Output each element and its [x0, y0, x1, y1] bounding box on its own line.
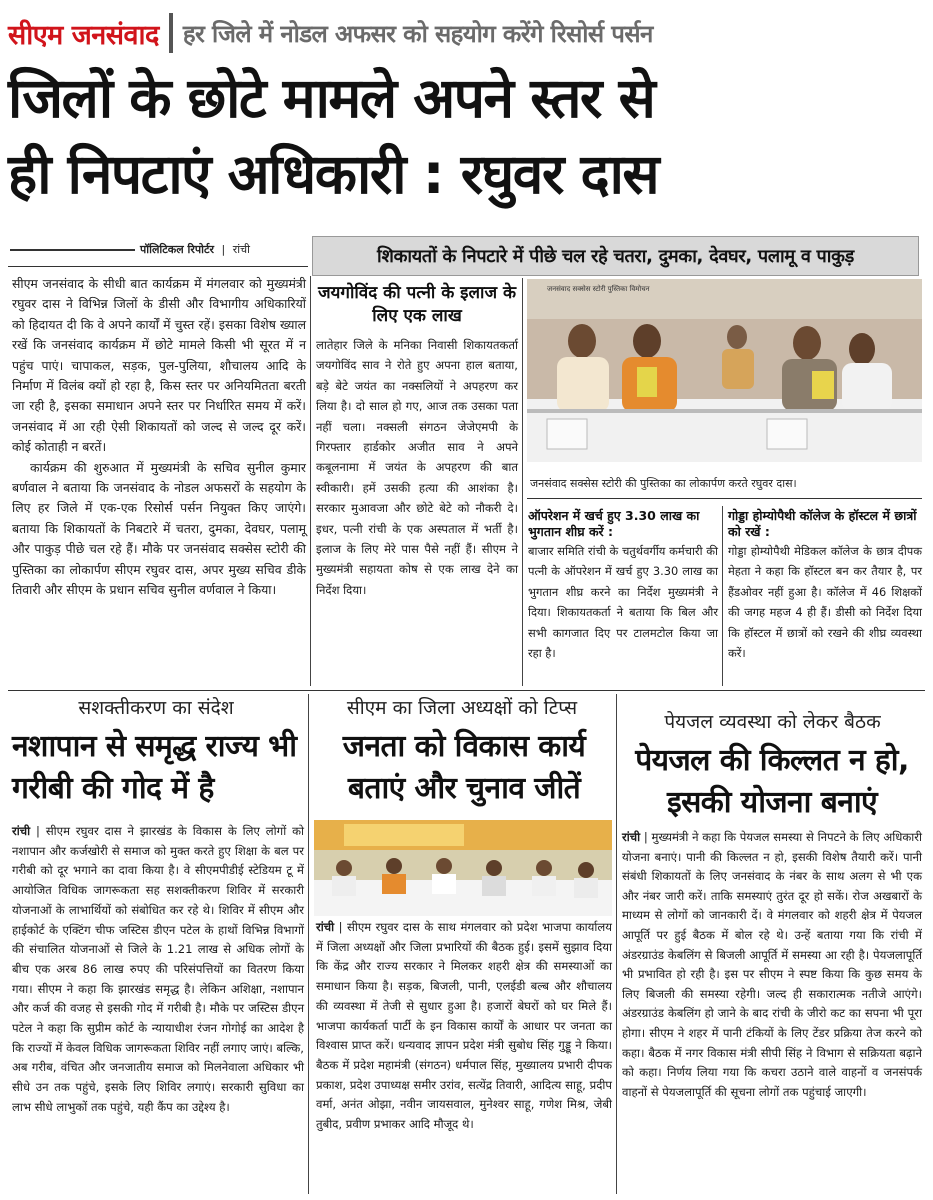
story-water-section: पेयजल व्यवस्था को लेकर बैठक: [664, 711, 881, 733]
kicker-label: सीएम जनसंवाद: [8, 19, 159, 51]
story-tips-body: रांची | सीएम रघुवर दास के साथ मंगलवार को प्रदेश भाजपा कार्यालय में जिला अध्यक्षों और जिला प्रभारियों की बैठक हुई। इसमें सुझाव दिया कि केंद्र और राज्य सरकार ने मिलकर शहरी क्षेत्र की समस्याओं का समाधान किया है। सड़क, बिजली, पानी, एलईडी बल्ब और शौचालय की व्यवस्था में तेजी से सुधार हुआ है। हजारों बेघरों को घर मिले हैं। भाजपा कार्यकर्ता पार्टी के इन विकास कार्यों के आधार पर जनता का विश्वास प्राप्त करें। धन्यवाद ज्ञापन प्रदेश मंत्री सुबोध सिंह गुड्डू ने किया। बैठक में प्रदेश महामंत्री (संगठन) धर्मपाल सिंह, मुख्यालय प्रभारी दीपक प्रकाश, प्रदेश उपाध्यक्ष समीर उरांव, सत्येंद्र तिवारी, आदित्य साहू, प्रदीप वर्मा, अनंत ओझा, नवीन जायसवाल, मुनेश्वर साहू, गणेश मिश्र, जेबी तुबीद, प्रवीण प्रभाकर आदि मौजूद थे।: [316, 920, 612, 1132]
box-operation-text: बाजार समिति रांची के चतुर्थवर्गीय कर्मचारी की पत्नी के ऑपरेशन में खर्च हुए 3.30 लाख का भुगतान शीघ्र करने का निर्देश मुख्यमंत्री ने दिया। शिकायतकर्ता ने बताया कि बिल और सभी कागजात दिए पर टालमटोल किया जा रहा है।: [528, 544, 718, 661]
column-divider-2: [522, 278, 523, 686]
box-godda-text: गोड्डा होम्योपैथी मेडिकल कॉलेज के छात्र दीपक मेहता ने कहा कि हॉस्टल बन कर तैयार है, पर हैंडओवर नहीं हुआ है। कॉलेज में 46 शिक्षकों की जगह महज 4 ही हैं। डीसी को निर्देश दिया कि हॉस्टल में छात्रों को रखने की शीघ्र व्यवस्था करें।: [728, 544, 922, 661]
photo-book-launch-image: [527, 279, 922, 462]
main-story-para-2: कार्यक्रम की शुरुआत में मुख्यमंत्री के सचिव सुनील कुमार बर्णवाल ने बताया कि जनसंवाद के नोडल अफसरों के सहयोग के लिए हर जिले में एक-एक रिसोर्स पर्सन नियुक्त किए जाएंगे। बताया कि शिकायतों के निबटारे में चतरा, दुमका, देवघर, पलामू और पाकुड़ पीछे चल रहे हैं। मौके पर जनसंवाद सक्सेस स्टोरी की पुस्तिका का लोकार्पण सीएम रघुवर दास, अपर मुख्य सचिव डीके तिवारी और सीएम के प्रधान सचिव सुनील वर्णवाल ने किया।: [12, 459, 306, 598]
kicker-divider: [169, 13, 173, 53]
story-tips-dateline: रांची: [316, 920, 335, 934]
byline-underline: [8, 266, 308, 267]
column-divider-4: [308, 694, 309, 1194]
column-divider-3: [722, 506, 723, 686]
caption-rule: [527, 498, 922, 499]
photo-backdrop-text: जनसंवाद सक्सेस स्टोरी पुस्तिका विमोचन: [547, 285, 650, 293]
byline-place: रांची: [232, 243, 250, 256]
box-jaigovind: [316, 282, 518, 600]
box-godda: [728, 508, 922, 663]
story-nasha-text: सीएम रघुवर दास ने झारखंड के विकास के लिए लोगों को नशापान और कर्जखोरी से समाज को मुक्त करते हुए शिक्षा के बल पर गरीबी को दूर भगाने का दावा किया है। वे सीएमपीडीई स्टेडियम टू में आयोजित विधिक जागरूकता सह सशक्तीकरण शिविर में सरकारी योजनाओं के लाभार्थियों को संबोधित कर रहे थे। शिविर में सीएम और हाईकोर्ट के एक्टिंग चीफ जस्टिस डीएन पटेल के हाथों विभिन्न विभागों की संचालित योजनाओं से जिले के 1.21 लाख से अधिक लोगों के बीच एक अरब 86 लाख रुपए की परिसंपत्तियों का वितरण किया गया। सीएम ने कहा कि झारखंड समृद्ध है। लेकिन अशिक्षा, नशापान और कर्ज की वजह से इसकी गोद में गरीबी है। मौके पर जस्टिस डीएन पटेल ने कहा कि सुप्रीम कोर्ट के न्यायाधीश रंजन गोगोई का आदेश है कि राज्यों में केवल विधिक जागरूकता शिविर नहीं लगाए जाएं। बल्कि, अब गरीब, वंचित और जनजातीय समाज को मिलनेवाला अधिकार भी सीधे उन तक पहुंचे, इसके लिए शिविर लगाएं। सरकारी सुविधा का लाभ सीधे लाभुकों तक पहुंचे, यही कैंप का उद्देश्य है।: [12, 824, 305, 1114]
photo-book-launch: [527, 279, 922, 462]
story-tips-section: सीएम का जिला अध्यक्षों को टिप्स: [346, 697, 578, 719]
main-headline: [8, 60, 925, 212]
story-nasha-title: नशापान से समृद्ध राज्य भी गरीबी की गोद में है: [12, 729, 297, 806]
story-nasha-dateline: रांची: [12, 824, 31, 838]
story-water-body: रांची | मुख्यमंत्री ने कहा कि पेयजल समस्या से निपटने के लिए अधिकारी योजना बनाएं। पानी की किल्लत न हो, इसकी विशेष तैयारी करें। पानी संबंधी शिकायतों के लिए जनसंवाद के नंबर के साथ अलग से भी एक और नंबर जारी करें। ताकि समस्याएं तुरंत दूर हो सकें। रोज अखबारों के माध्यम से लोगों को जानकारी दें। वे मंगलवार को शहरी क्षेत्र में पेयजल आपूर्ति पर हुई बैठक में बोल रहे थे। उन्हें बताया गया कि रांची में अंडरग्राउंड केबलिंग से बिजली आपूर्ति में समस्या आ रही है। पेयजलापूर्ति भी प्रभावित हो रही है। इस पर सीएम ने स्पष्ट किया कि कुछ समय के लिए बिजली की समस्या रहेगी। जल्द ही सकारात्मक नतीजे आएंगे। अंडरग्राउंड केबलिंग हो जाने के बाद रांची के जीरो कट का सपना भी पूरा होगा। सीएम ने शहर में पानी टंकियों के लिए टेंडर प्रक्रिया तेज करने को कहा। बैठक में नगर विकास मंत्री सीपी सिंह ने विभाग से सक्रियता बढ़ाने को कहा। निर्णय लिया गया कि कचरा उठाने वाले वाहनों व जनसंपर्क वाहनों से पेयजलापूर्ति की सूचना लोगों तक पहुंचाई जाएगी।: [622, 830, 922, 1099]
kicker-subtitle: हर जिले में नोडल अफसर को सहयोग करेंगे रिसोर्स पर्सन: [182, 19, 653, 48]
main-story: [12, 274, 306, 601]
byline-reporter: पॉलिटिकल रिपोर्टर: [140, 243, 215, 256]
box-operation: [528, 508, 718, 663]
byline-rule: [10, 249, 135, 251]
story-tips-title: जनता को विकास कार्य बताएं और चुनाव जीतें: [342, 729, 586, 806]
box-jaigovind-title: जयगोविंद की पत्नी के इलाज के लिए एक लाख: [317, 283, 517, 326]
complaints-banner: शिकायतों के निपटारे में पीछे चल रहे चतरा, दुमका, देवघर, पलामू व पाकुड़: [312, 236, 919, 276]
top-strip: [8, 8, 925, 58]
byline: पॉलिटिकल रिपोर्टर | रांची: [140, 243, 250, 256]
story-water-text: मुख्यमंत्री ने कहा कि पेयजल समस्या से निपटने के लिए अधिकारी योजना बनाएं। पानी की किल्लत न हो, इसकी विशेष तैयारी करें। पानी संबंधी शिकायतों के लिए जनसंवाद के नंबर के साथ अलग से भी एक और नंबर जारी करें। ताकि समस्याएं तुरंत दूर हो सकें। रोज अखबारों के माध्यम से लोगों को जानकारी दें। वे मंगलवार को शहरी क्षेत्र में पेयजल आपूर्ति पर हुई बैठक में बोल रहे थे। उन्हें बताया गया कि रांची में अंडरग्राउंड केबलिंग से बिजली आपूर्ति में समस्या आ रही है। पेयजलापूर्ति भी प्रभावित हो रही है। इस पर सीएम ने स्पष्ट किया कि कुछ समय के लिए बिजली की समस्या रहेगी। जल्द ही सकारात्मक नतीजे आएंगे। अंडरग्राउंड केबलिंग हो जाने के बाद रांची के जीरो कट का सपना भी पूरा होगा। सीएम ने शहर में पानी टंकियों के लिए टेंडर प्रक्रिया तेज करने को कहा। बैठक में नगर विकास मंत्री सीपी सिंह ने विभाग से सक्रियता बढ़ाने को कहा। निर्णय लिया गया कि कचरा उठाने वाले वाहनों व जनसंपर्क वाहनों से पेयजलापूर्ति की सूचना लोगों तक पहुंचाई जाएगी।: [622, 830, 922, 1099]
story-water-title: पेयजल की किल्लत न हो, इसकी योजना बनाएं: [635, 743, 909, 820]
main-story-para-1: सीएम जनसंवाद के सीधी बात कार्यक्रम में मंगलवार को मुख्यमंत्री रघुवर दास ने विभिन्न जिलों के डीसी और विभागीय अधिकारियों को हिदायत दी कि वे अपने कार्यों में चुस्त रहें। इसका विशेष ख्याल रखें कि जनसंवाद कार्यक्रम में छोटे मामले किसी भी सूरत में न पहुंच पाएं। चापाकल, सड़क, पुल-पुलिया, शौचालय आदि के निर्माण में विलंब क्यों हो रहा है, किस स्तर पर अनियमितता बरती जा रही है, इसका समाधान अपने स्तर पर निर्धारित समय में करें। जनसंवाद में आ रही ऐसी शिकायतों को जल्द से जल्द दूर करें। कोई कोताही न बरतें।: [12, 276, 306, 455]
photo-bjp-meeting: [314, 820, 612, 916]
box-jaigovind-text: लातेहार जिले के मनिका निवासी शिकायतकर्ता जयगोविंद साव ने रोते हुए अपना हाल बताया, बड़े बेटे जयंत का नक्सलियों ने अपहरण कर लिया है। दो साल हो गए, आज तक उसका पता नहीं चला। नक्सली संगठन जेजेएमपी के गिरफ्तार हार्डकोर अजीत साव ने अपने कबूलनामा में जयंत के अपहरण की बात स्वीकारी। हमें उसकी हत्या की आशंका है। सरकार मुआवजा और छोटे बेटे को नौकरी दे। इधर, पत्नी रांची के एक अस्पताल में भर्ती है। इलाज के लिए मेरे पास पैसे नहीं हैं। सीएम ने मुख्यमंत्री सहायता कोष से एक लाख देने का निर्देश दिया।: [316, 338, 518, 597]
photo-book-launch-caption: जनसंवाद सक्सेस स्टोरी की पुस्तिका का लोकार्पण करते रघुवर दास।: [530, 477, 797, 490]
section-rule: [8, 690, 925, 691]
story-nasha-section: सशक्तीकरण का संदेश: [78, 697, 234, 719]
story-tips-text: सीएम रघुवर दास के साथ मंगलवार को प्रदेश भाजपा कार्यालय में जिला अध्यक्षों और जिला प्रभारियों की बैठक हुई। इसमें सुझाव दिया कि केंद्र और राज्य सरकार ने मिलकर शहरी क्षेत्र की समस्याओं का समाधान किया है। सड़क, बिजली, पानी, एलईडी बल्ब और शौचालय की व्यवस्था में तेजी से सुधार हुआ है। हजारों बेघरों को घर मिले हैं। भाजपा कार्यकर्ता पार्टी के इन विकास कार्यों के आधार पर जनता का विश्वास प्राप्त करें। धन्यवाद ज्ञापन प्रदेश मंत्री सुबोध सिंह गुड्डू ने किया। बैठक में प्रदेश महामंत्री (संगठन) धर्मपाल सिंह, मुख्यालय प्रभारी दीपक प्रकाश, प्रदेश उपाध्यक्ष समीर उरांव, सत्येंद्र तिवारी, आदित्य साहू, प्रदीप वर्मा, अनंत ओझा, नवीन जायसवाल, मुनेश्वर साहू, गणेश मिश्र, जेबी तुबीद, प्रवीण प्रभाकर आदि मौजूद थे।: [316, 920, 612, 1132]
photo-bjp-meeting-image: [314, 820, 612, 916]
column-divider-5: [616, 694, 617, 1194]
headline-line-1: जिलों के छोटे मामले अपने स्तर से: [8, 66, 655, 130]
story-water-dateline: रांची: [622, 830, 641, 844]
story-nasha-body: रांची | सीएम रघुवर दास ने झारखंड के विकास के लिए लोगों को नशापान और कर्जखोरी से समाज को मुक्त करते हुए शिक्षा के बल पर गरीबी को दूर भगाने का दावा किया है। वे सीएमपीडीई स्टेडियम टू में आयोजित विधिक जागरूकता सह सशक्तीकरण शिविर में सरकारी योजनाओं के लाभार्थियों को संबोधित कर रहे थे। शिविर में सीएम और हाईकोर्ट के एक्टिंग चीफ जस्टिस डीएन पटेल के हाथों विभिन्न विभागों की संचालित योजनाओं से जिले के 1.21 लाख से अधिक लोगों के बीच एक अरब 86 लाख रुपए की परिसंपत्तियों का वितरण किया गया। सीएम ने कहा कि झारखंड समृद्ध है। लेकिन अशिक्षा, नशापान और कर्ज की वजह से इसकी गोद में गरीबी है। मौके पर जस्टिस डीएन पटेल ने कहा कि सुप्रीम कोर्ट के न्यायाधीश रंजन गोगोई का आदेश है कि राज्यों में केवल विधिक जागरूकता शिविर नहीं लगाए जाएं। बल्कि, अब गरीब, वंचित और जनजातीय समाज को मिलनेवाला अधिकार भी सीधे उन तक पहुंचे, इसके लिए शिविर लगाएं। सरकारी सुविधा का लाभ सीधे लाभुकों तक पहुंचे, यही कैंप का उद्देश्य है।: [12, 824, 305, 1114]
headline-line-2: ही निपटाएं अधिकारी : रघुवर दास: [8, 142, 659, 206]
box-operation-title: ऑपरेशन में खर्च हुए 3.30 लाख का भुगतान शीघ्र करें :: [528, 508, 700, 539]
column-divider-1: [310, 276, 311, 686]
box-godda-title: गोड्डा होम्योपैथी कॉलेज के हॉस्टल में छात्रों को रखें :: [728, 508, 917, 539]
